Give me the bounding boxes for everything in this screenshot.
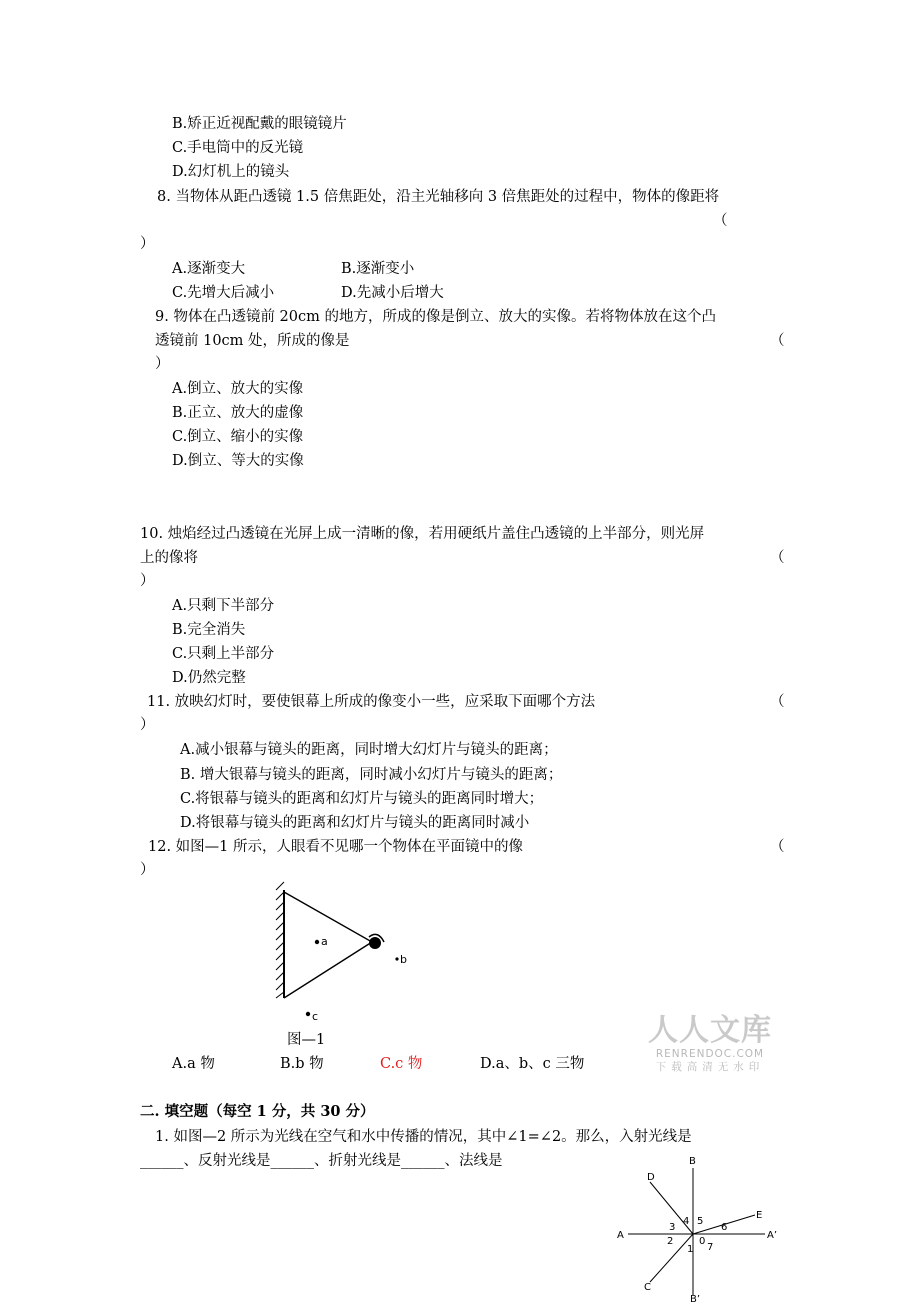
q11-option-d: D.将银幕与镜头的距离和幻灯片与镜头的距离同时减小 [180, 815, 530, 831]
q9-option-a: A.倒立、放大的实像 [172, 381, 304, 397]
angle-7: 7 [707, 1242, 714, 1253]
angle-2: 2 [667, 1236, 674, 1247]
angle-5: 5 [697, 1216, 704, 1227]
q9-option-c: C.倒立、缩小的实像 [172, 429, 304, 445]
q9-stem-line2: 透镜前 10cm 处，所成的像是 [155, 333, 350, 349]
q10-stem-line2: 上的像将 [140, 550, 198, 566]
object-b-point [395, 957, 398, 960]
q9-option-b: B.正立、放大的虚像 [172, 405, 304, 421]
q10-option-b: B.完全消失 [172, 622, 246, 638]
angle-3: 3 [669, 1222, 676, 1233]
figure-1-diagram [260, 880, 420, 1025]
object-b-label: b [400, 953, 407, 966]
q12-paren-open: （ [770, 839, 785, 855]
q11-option-a: A.减小银幕与镜头的距离，同时增大幻灯片与镜头的距离； [180, 742, 558, 758]
label-A-prime: A’ [767, 1230, 778, 1241]
object-a-label: a [321, 935, 328, 948]
section-2-heading: 二. 填空题（每空 1 分，共 30 分） [140, 1103, 375, 1120]
figure-1-caption: 图—1 [287, 1032, 326, 1048]
q8-option-c: C.先增大后减小 [172, 285, 275, 301]
q8-paren-open: （ [713, 213, 728, 229]
q12-stem: 12. 如图—1 所示，人眼看不见哪一个物体在平面镜中的像 [148, 839, 524, 855]
object-c-point [306, 1012, 310, 1016]
q9-option-d: D.倒立、等大的实像 [172, 453, 304, 469]
object-a-point [315, 940, 319, 944]
label-A: A [617, 1230, 624, 1241]
q8-stem: 8. 当物体从距凸透镜 1.5 倍焦距处，沿主光轴移向 3 倍焦距处的过程中，物体的像距将 [157, 189, 720, 205]
label-B-prime: B’ [690, 1294, 701, 1302]
section-2-q1-line2: ______、反射光线是______、折射光线是______、法线是 [140, 1153, 503, 1169]
watermark-logo-text: 人人文库 [648, 1013, 772, 1048]
q11-paren-open: （ [770, 694, 785, 710]
q8-option-a: A.逐渐变大 [172, 261, 246, 277]
field-of-view-triangle [284, 892, 372, 998]
q11-option-b: B. 增大银幕与镜头的距离，同时减小幻灯片与镜头的距离； [180, 767, 563, 783]
q8-option-d: D.先减小后增大 [341, 285, 444, 301]
mirror-hatching [276, 882, 284, 998]
q12-option-a: A.a 物 [172, 1056, 215, 1072]
q9-paren-open: （ [770, 333, 785, 349]
q7-option-d: D.幻灯机上的镜头 [172, 164, 290, 180]
watermark-url: RENRENDOC.COM [655, 1048, 765, 1060]
label-B: B [689, 1156, 696, 1167]
q10-option-c: C.只剩上半部分 [172, 646, 275, 662]
q9-stem-line1: 9. 物体在凸透镜前 20cm 的地方，所成的像是倒立、放大的实像。若将物体放在这个凸 [155, 309, 716, 325]
q8-option-b: B.逐渐变小 [341, 261, 415, 277]
q12-option-b: B.b 物 [280, 1056, 324, 1072]
q10-paren-close: ） [140, 573, 155, 589]
q9-paren-close: ） [155, 356, 170, 372]
label-E: E [756, 1210, 763, 1221]
q7-option-c: C.手电筒中的反光镜 [172, 140, 304, 156]
q11-option-c: C.将银幕与镜头的距离和幻灯片与镜头的距离同时增大； [180, 791, 544, 807]
label-O: 0 [699, 1236, 706, 1247]
q12-option-d: D.a、b、c 三物 [480, 1056, 585, 1072]
watermark-slogan: 下载高清无水印 [655, 1061, 765, 1073]
object-c-label: c [312, 1010, 319, 1023]
figure-2-diagram [610, 1150, 800, 1302]
q11-paren-close: ） [140, 717, 155, 733]
label-C: C [644, 1282, 651, 1293]
eye-icon [369, 937, 381, 949]
q8-paren-close: ） [140, 236, 155, 252]
angle-4: 4 [683, 1216, 690, 1227]
section-2-q1-line1: 1. 如图—2 所示为光线在空气和水中传播的情况，其中∠1=∠2。那么，入射光线是 [155, 1129, 692, 1145]
q10-paren-open: （ [770, 550, 785, 566]
q11-stem: 11. 放映幻灯时，要使银幕上所成的像变小一些，应采取下面哪个方法 [147, 694, 596, 710]
q12-paren-close: ） [140, 862, 155, 878]
q12-option-c-answer: C.c 物 [380, 1056, 423, 1072]
watermark [648, 1014, 772, 1074]
angle-1: 1 [687, 1244, 694, 1255]
q7-option-b: B.矫正近视配戴的眼镜镜片 [172, 116, 347, 132]
q10-option-d: D.仍然完整 [172, 670, 246, 686]
q10-option-a: A.只剩下半部分 [172, 598, 275, 614]
q10-stem-line1: 10. 烛焰经过凸透镜在光屏上成一清晰的像，若用硬纸片盖住凸透镜的上半部分，则光屏 [140, 526, 705, 542]
label-D: D [647, 1172, 655, 1183]
angle-6: 6 [721, 1222, 728, 1233]
